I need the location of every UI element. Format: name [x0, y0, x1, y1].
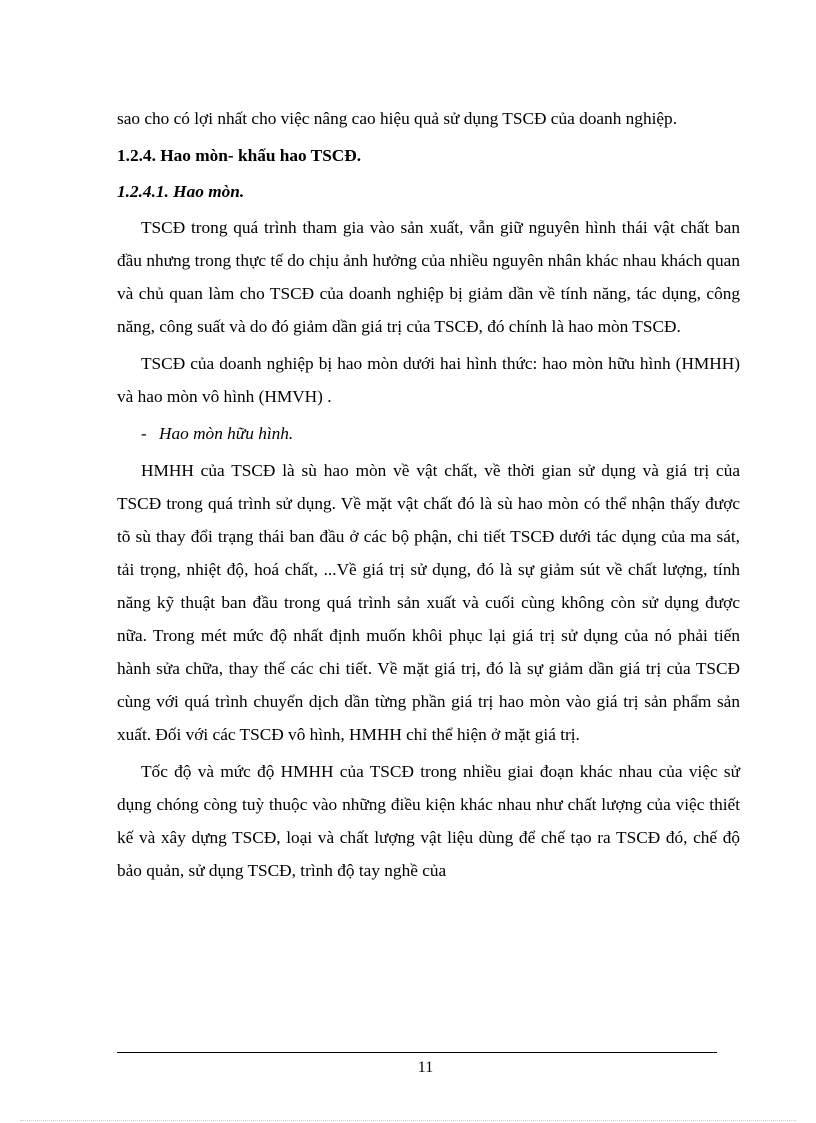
bullet-item [141, 417, 740, 450]
paragraph-hmhh-speed: Tốc độ và mức độ HMHH của TSCĐ trong nhiều giai đoạn khác nhau của việc sử dụng chóng còng tuỳ thuộc vào những điều kiện khác nhau như chất lượng của việc thiết kế và xây dựng TSCĐ, loại và chất lượng vật liệu dùng để chế tạo ra TSCĐ đó, chế độ bảo quản, sử dụng TSCĐ, trình độ tay nghề của [117, 762, 740, 880]
paragraph-two-forms: TSCĐ của doanh nghiệp bị hao mòn dưới hai hình thức: hao mòn hữu hình (HMHH) và hao mòn vô hình (HMVH) . [117, 354, 740, 406]
section-heading: 1.2.4. Hao mòn- khấu hao TSCĐ. [117, 146, 362, 165]
subsection-heading: 1.2.4.1. Hao mòn. [117, 182, 245, 201]
footer-divider [117, 1052, 717, 1053]
page-edge-divider [20, 1120, 796, 1121]
paragraph-hmhh-definition: HMHH của TSCĐ là sù hao mòn về vật chất, về thời gian sử dụng và giá trị của TSCĐ trong quá trình sử dụng. Về mặt vật chất đó là sù hao mòn có thể nhận thấy được tõ sù thay đổi trạng thái ban đầu ở các bộ phận, chi tiết TSCĐ dưới tác dụng của ma sát, tải trọng, nhiệt độ, hoá chất, ...Về giá trị sử dụng, đó là sự giảm sút về chất lượng, tính năng kỹ thuật ban đầu trong quá trình sản xuất và cuối cùng không còn sử dụng được nữa. Trong mét mức độ nhất định muốn khôi phục lại giá trị sử dụng của nó phải tiến hành sửa chữa, thay thế các chi tiết. Về mặt giá trị, đó là sự giảm dần giá trị của TSCĐ cùng với quá trình chuyển dịch dần từng phần giá trị hao mòn vào giá trị sản phẩm sản xuất. Đối với các TSCĐ vô hình, HMHH chỉ thể hiện ở mặt giá trị. [117, 461, 740, 744]
page-body [117, 102, 740, 891]
paragraph-continuation: sao cho có lợi nhất cho việc nâng cao hiệu quả sử dụng TSCĐ của doanh nghiệp. [117, 109, 678, 128]
page-number: 11 [417, 1059, 434, 1076]
paragraph-hao-mon-intro: TSCĐ trong quá trình tham gia vào sản xuất, vẫn giữ nguyên hình thái vật chất ban đầu nhưng trong thực tế do chịu ảnh hưởng của nhiều nguyên nhân khác nhau khách quan và chủ quan làm cho TSCĐ của doanh nghiệp bị giảm dần về tính năng, tác dụng, công năng, công suất và do đó giảm dần giá trị của TSCĐ, đó chính là hao mòn TSCĐ. [117, 218, 740, 336]
bullet-text: Hao mòn hữu hình. [159, 424, 294, 443]
bullet-dash: - [141, 424, 147, 443]
